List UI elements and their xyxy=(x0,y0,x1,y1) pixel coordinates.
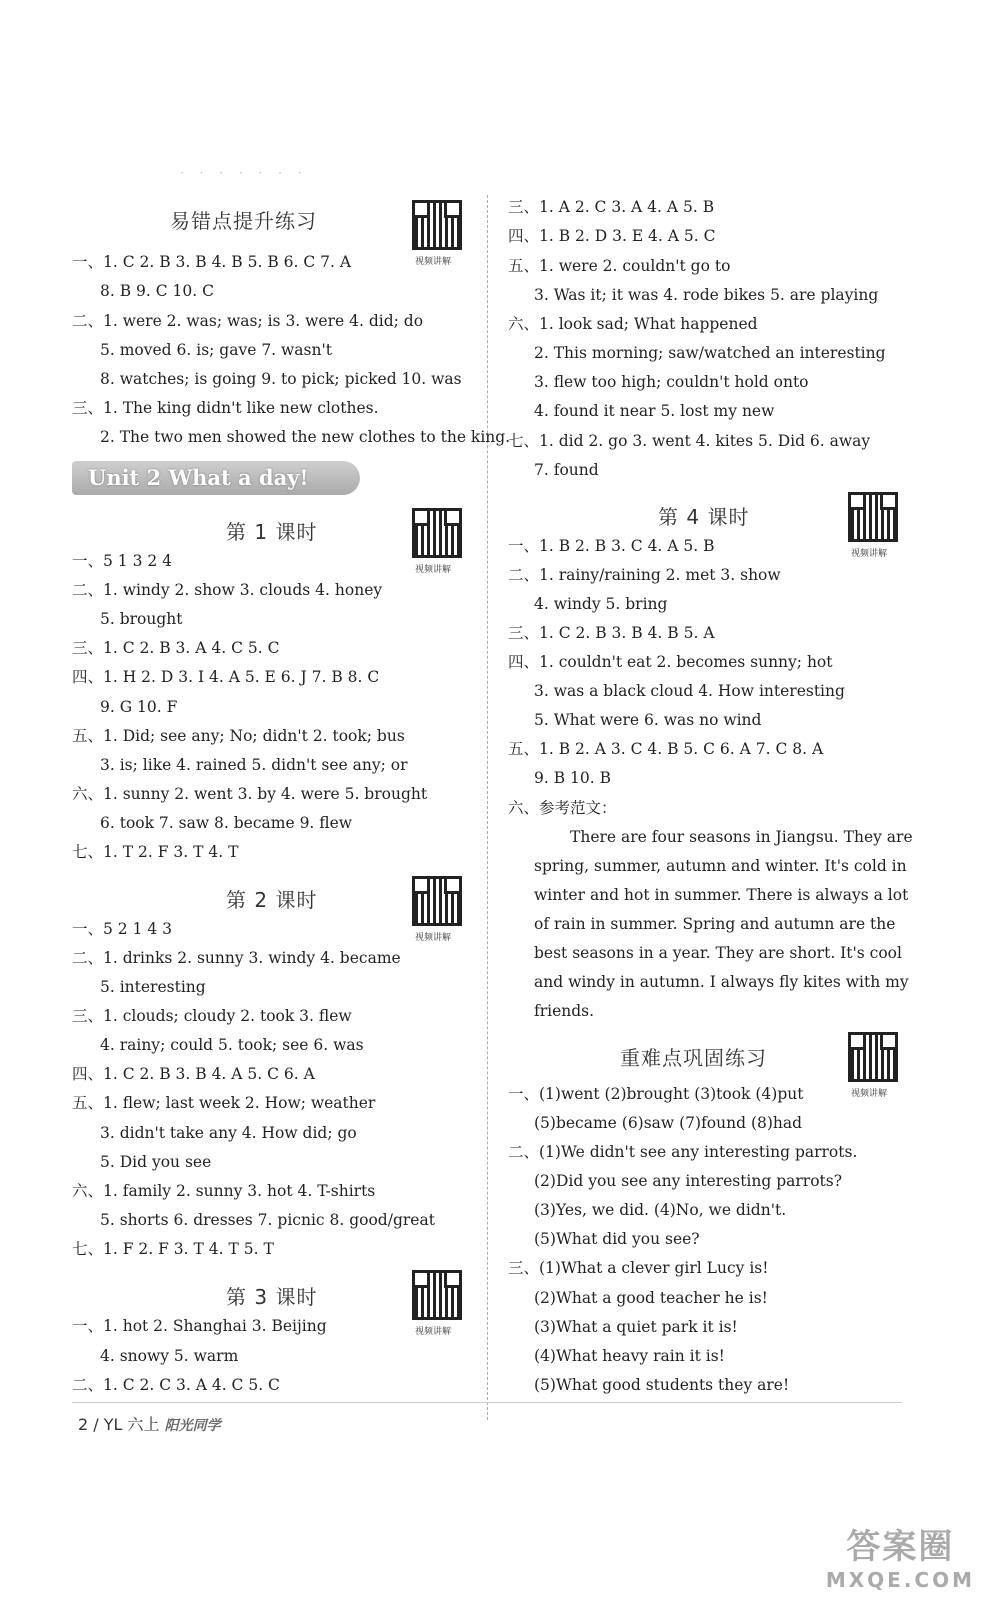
essay-line: and windy in autumn. I always fly kites with my xyxy=(534,973,909,991)
answer-line: 3. was a black cloud 4. How interesting xyxy=(534,682,845,700)
qr-caption: 视频讲解 xyxy=(851,1089,888,1099)
answer-line: 二、1. rainy/raining 2. met 3. show xyxy=(508,566,781,584)
answer-line: 2. This morning; saw/watched an interesting xyxy=(534,344,886,362)
answer-line: (3)Yes, we did. (4)No, we didn't. xyxy=(534,1201,787,1219)
qr-caption: 视频讲解 xyxy=(415,565,452,575)
answer-line: (4)What heavy rain it is! xyxy=(534,1347,725,1365)
answer-line: 七、1. T 2. F 3. T 4. T xyxy=(72,843,239,861)
answer-line: 5. shorts 6. dresses 7. picnic 8. good/great xyxy=(100,1211,435,1229)
answer-line: 五、1. were 2. couldn't go to xyxy=(508,257,731,275)
unit-banner: Unit 2 What a day! xyxy=(72,461,360,495)
answer-line: 8. watches; is going 9. to pick; picked 10. was xyxy=(100,370,462,388)
lesson2-title: 第 2 课时 xyxy=(226,888,318,912)
answer-line: 5. interesting xyxy=(100,978,206,996)
page-footer xyxy=(78,1412,221,1435)
answer-line: 六、1. sunny 2. went 3. by 4. were 5. brought xyxy=(72,785,428,803)
watermark-url: MXQE.COM xyxy=(825,1568,975,1592)
answer-line: 三、1. C 2. B 3. B 4. B 5. A xyxy=(508,624,715,642)
answer-line: 一、1. C 2. B 3. B 4. B 5. B 6. C 7. A xyxy=(72,253,352,271)
answer-line: 9. G 10. F xyxy=(100,698,178,716)
qr-code[interactable] xyxy=(412,200,462,250)
answer-line: 三、1. C 2. B 3. A 4. C 5. C xyxy=(72,639,280,657)
answer-line: 五、1. B 2. A 3. C 4. B 5. C 6. A 7. C 8. A xyxy=(508,740,824,758)
qr-code[interactable] xyxy=(412,508,462,558)
answer-line: 二、1. drinks 2. sunny 3. windy 4. became xyxy=(72,949,401,967)
answer-line: (2)Did you see any interesting parrots? xyxy=(534,1172,843,1190)
answer-line: 三、1. A 2. C 3. A 4. A 5. B xyxy=(508,198,715,216)
answer-line: 七、1. F 2. F 3. T 4. T 5. T xyxy=(72,1240,274,1258)
answer-line: 七、1. did 2. go 3. went 4. kites 5. Did 6. away xyxy=(508,432,871,450)
answer-line: (3)What a quiet park it is! xyxy=(534,1318,738,1336)
qr-caption: 视频讲解 xyxy=(851,549,888,559)
answer-line: 四、1. H 2. D 3. I 4. A 5. E 6. J 7. B 8. C xyxy=(72,668,380,686)
answer-line: 五、1. Did; see any; No; didn't 2. took; bus xyxy=(72,727,405,745)
answer-line: (5)became (6)saw (7)found (8)had xyxy=(534,1114,803,1132)
answer-line: 8. B 9. C 10. C xyxy=(100,282,214,300)
answer-line: 7. found xyxy=(534,461,599,479)
footer-rule xyxy=(72,1402,902,1403)
answer-line: 一、5 2 1 4 3 xyxy=(72,920,173,938)
answer-line: 3. didn't take any 4. How did; go xyxy=(100,1124,357,1142)
qr-code[interactable] xyxy=(848,492,898,542)
answer-line: 一、(1)went (2)brought (3)took (4)put xyxy=(508,1085,804,1103)
qr-code[interactable] xyxy=(412,876,462,926)
answer-line: 5. brought xyxy=(100,610,183,628)
answer-line: 一、1. B 2. B 3. C 4. A 5. B xyxy=(508,537,715,555)
answer-line: 一、5 1 3 2 4 xyxy=(72,552,173,570)
watermark xyxy=(826,1519,975,1592)
answer-line: 六、1. family 2. sunny 3. hot 4. T-shirts xyxy=(72,1182,376,1200)
brand-logo: 阳光同学 xyxy=(164,1418,221,1434)
answer-line: 二、1. windy 2. show 3. clouds 4. honey xyxy=(72,581,383,599)
lesson3-title: 第 3 课时 xyxy=(226,1285,318,1309)
qr-code[interactable] xyxy=(848,1032,898,1082)
essay-line: friends. xyxy=(534,1002,595,1020)
answer-line: (5)What did you see? xyxy=(534,1230,700,1248)
answer-line: 2. The two men showed the new clothes to the king. xyxy=(100,428,511,446)
answer-line: 4. rainy; could 5. took; see 6. was xyxy=(100,1036,364,1054)
answer-line: 二、(1)We didn't see any interesting parrots. xyxy=(508,1143,858,1161)
essay-line: best seasons in a year. They are short. It's cool xyxy=(534,944,902,962)
watermark-title: 答案圈 xyxy=(846,1527,955,1567)
answer-line: 四、1. couldn't eat 2. becomes sunny; hot xyxy=(508,653,833,671)
answer-line: (5)What good students they are! xyxy=(534,1376,790,1394)
section-title-zhongnandian: 重难点巩固练习 xyxy=(620,1046,767,1070)
answer-line: 四、1. C 2. B 3. B 4. A 5. C 6. A xyxy=(72,1065,315,1083)
essay-line: spring, summer, autumn and winter. It's cold in xyxy=(534,857,907,875)
answer-line: 4. snowy 5. warm xyxy=(100,1347,239,1365)
answer-line: (2)What a good teacher he is! xyxy=(534,1289,768,1307)
answer-line: 一、1. hot 2. Shanghai 3. Beijing xyxy=(72,1317,327,1335)
answer-line: 3. Was it; it was 4. rode bikes 5. are playing xyxy=(534,286,879,304)
answer-line: 六、1. look sad; What happened xyxy=(508,315,758,333)
answer-line: 三、(1)What a clever girl Lucy is! xyxy=(508,1259,769,1277)
essay-line: There are four seasons in Jiangsu. They are xyxy=(570,828,913,846)
answer-line: 6. took 7. saw 8. became 9. flew xyxy=(100,814,353,832)
qr-caption: 视频讲解 xyxy=(415,257,452,267)
lesson4-title: 第 4 课时 xyxy=(658,505,750,529)
answer-line: 5. What were 6. was no wind xyxy=(534,711,762,729)
answer-line: 四、1. B 2. D 3. E 4. A 5. C xyxy=(508,227,716,245)
answer-line: 5. moved 6. is; gave 7. wasn't xyxy=(100,341,332,359)
answer-line: 4. windy 5. bring xyxy=(534,595,668,613)
answer-line: 3. flew too high; couldn't hold onto xyxy=(534,373,809,391)
column-divider xyxy=(487,195,488,1420)
answer-line: 4. found it near 5. lost my new xyxy=(534,402,775,420)
qr-caption: 视频讲解 xyxy=(415,1327,452,1337)
answer-line: 三、1. The king didn't like new clothes. xyxy=(72,399,379,417)
top-decoration: · · · · · · · xyxy=(180,166,308,180)
essay-line: of rain in summer. Spring and autumn are the xyxy=(534,915,896,933)
section-title-yicuodian: 易错点提升练习 xyxy=(170,209,317,233)
essay-line: winter and hot in summer. There is always a lot xyxy=(534,886,909,904)
answer-line: 五、1. flew; last week 2. How; weather xyxy=(72,1094,376,1112)
lesson1-title: 第 1 课时 xyxy=(226,520,318,544)
answer-line: 六、参考范文： xyxy=(508,799,617,817)
answer-line: 二、1. C 2. C 3. A 4. C 5. C xyxy=(72,1376,280,1394)
answer-line: 9. B 10. B xyxy=(534,769,612,787)
qr-code[interactable] xyxy=(412,1270,462,1320)
answer-line: 5. Did you see xyxy=(100,1153,212,1171)
qr-caption: 视频讲解 xyxy=(415,933,452,943)
answer-line: 二、1. were 2. was; was; is 3. were 4. did; do xyxy=(72,312,424,330)
answer-line: 三、1. clouds; cloudy 2. took 3. flew xyxy=(72,1007,352,1025)
answer-line: 3. is; like 4. rained 5. didn't see any; or xyxy=(100,756,408,774)
page-number: 2 / YL 六上 xyxy=(78,1415,160,1434)
